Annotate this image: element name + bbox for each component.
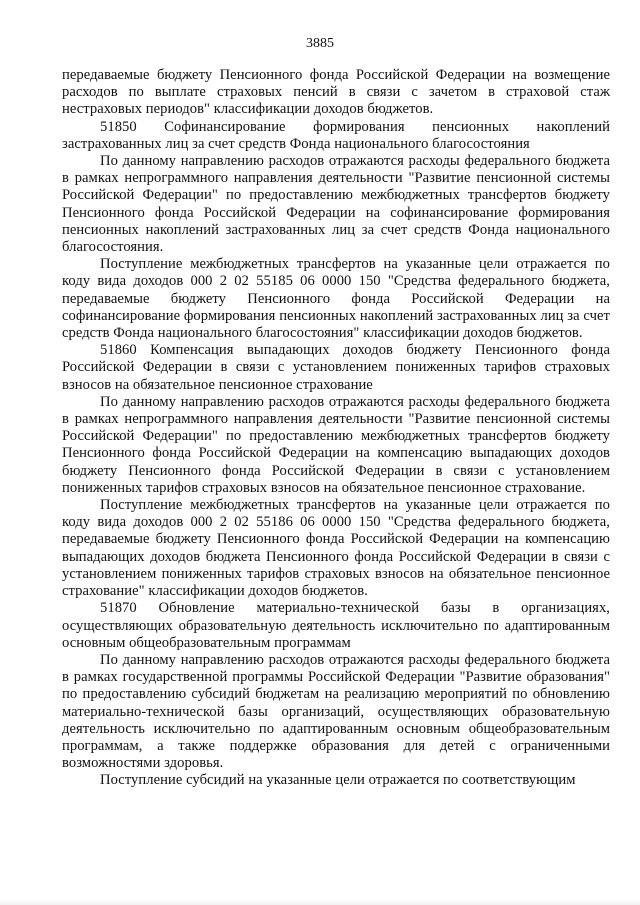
paragraph-51870-income-start: Поступление субсидий на указанные цели отражается по соответствующим — [100, 772, 576, 789]
paragraph-continuation: передаваемые бюджету Пенсионного фонда Российской Федерации на возмещение расходов по выплате страховых пенсий в связи с зачетом в страховой стаж нестраховых периодов" классификации доходов бюджетов. — [62, 67, 610, 118]
paragraph-51860-description: По данному направлению расходов отражаются расходы федерального бюджета в рамках непрограммного направления деятельности "Развитие пенсионной системы Российской Федерации" по предоставлению межбюджетных трансфертов бюджету Пенсионного фонда Российской Федерации на компенсацию выпадающих доходов бюджету Пенсионного фонда Российской Федерации в связи с установлением пониженных тарифов страховых взносов на обязательное пенсионное страхование. — [62, 393, 610, 496]
paragraph-51850-income-code: Поступление межбюджетных трансфертов на указанные цели отражается по коду вида доходов 000 2 02 55185 06 0000 150 "Средства федерального бюджета, передаваемые бюджету Пенсионного фонда Российской Федерации на софинансирование формирования пенсионных накоплений застрахованных лиц за счет средств Фонда национального благосостояния" классификации доходов бюджетов. — [62, 256, 610, 342]
section-heading-51870: 51870 Обновление материально-технической базы в организациях, осуществляющих образовательную деятельность исключительно по адаптированным основным общеобразовательным программам — [62, 600, 610, 651]
document-body — [62, 67, 610, 790]
section-heading-51850: 51850 Софинансирование формирования пенсионных накоплений застрахованных лиц за счет средств Фонда национального благосостояния — [62, 118, 610, 152]
section-heading-51860: 51860 Компенсация выпадающих доходов бюджету Пенсионного фонда Российской Федерации в связи с установлением пониженных тарифов страховых взносов на обязательное пенсионное страхование — [62, 342, 610, 393]
paragraph-51860-income-code: Поступление межбюджетных трансфертов на указанные цели отражается по коду вида доходов 000 2 02 55186 06 0000 150 "Средства федерального бюджета, передаваемые бюджету Пенсионного фонда Российской Федерации на компенсацию выпадающих доходов бюджета Пенсионного фонда Российской Федерации в связи с установлением пониженных тарифов страховых взносов на обязательное пенсионное страхование" классификации доходов бюджетов. — [62, 497, 610, 600]
paragraph-51850-description: По данному направлению расходов отражаются расходы федерального бюджета в рамках непрограммного направления деятельности "Развитие пенсионной системы Российской Федерации" по предоставлению межбюджетных трансфертов бюджету Пенсионного фонда Российской Федерации на софинансирование формирования пенсионных накоплений застрахованных лиц за счет средств Фонда национального благосостояния. — [62, 153, 610, 256]
page-number: 3885 — [306, 36, 334, 51]
paragraph-51870-description: По данному направлению расходов отражаются расходы федерального бюджета в рамках государственной программы Российской Федерации "Развитие образования" по предоставлению субсидий бюджетам на реализацию мероприятий по обновлению материально-технической базы организаций, осуществляющих образовательную деятельность исключительно по адаптированным основным общеобразовательным программам, а также поддержке образования для детей с ограниченными возможностями здоровья. — [62, 651, 610, 772]
page-bottom-edge — [0, 899, 640, 905]
